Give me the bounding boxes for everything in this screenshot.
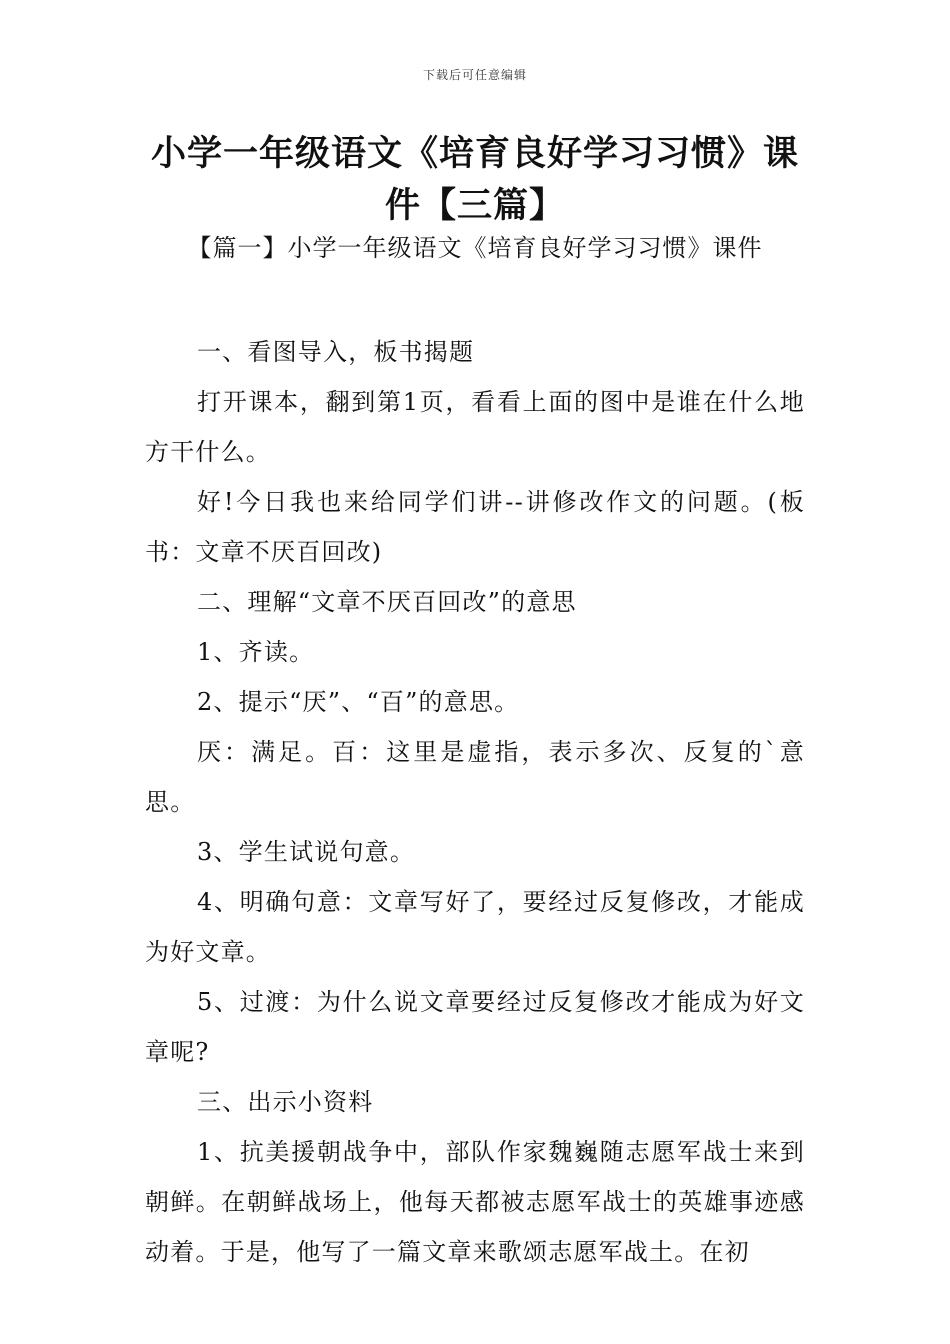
- page-header-note: 下载后可任意编辑: [422, 68, 527, 82]
- paragraph-5: 1、齐读。: [197, 638, 315, 666]
- paragraph-6: 2、提示“厌”、“百”的意思。: [197, 688, 520, 716]
- paragraph-9: 4、明确句意：文章写好了，要经过反复修改，才能成为好文章。: [145, 888, 805, 966]
- paragraph-4: 二、理解“文章不厌百回改”的意思: [197, 588, 577, 616]
- paragraph-1: 一、看图导入，板书揭题: [197, 338, 475, 366]
- paragraph-10: 5、过渡：为什么说文章要经过反复修改才能成为好文章呢?: [145, 988, 805, 1066]
- paragraph-8: 3、学生试说句意。: [197, 838, 416, 866]
- paragraph-12: 1、抗美援朝战争中，部队作家魏巍随志愿军战士来到朝鲜。在朝鲜战场上，他每天都被志愿军战士的英雄事迹感动着。于是，他写了一篇文章来歌颂志愿军战土。在初: [145, 1138, 805, 1266]
- paragraph-11: 三、出示小资料: [197, 1088, 374, 1116]
- paragraph-7: 厌：满足。百：这里是虚指，表示多次、反复的`意思。: [145, 738, 805, 816]
- section-heading: 【篇一】小学一年级语文《培育良好学习习惯》课件: [187, 234, 763, 262]
- paragraph-2: 打开课本，翻到第1页，看看上面的图中是谁在什么地方干什么。: [145, 388, 805, 466]
- paragraph-3: 好!今日我也来给同学们讲--讲修改作文的问题。(板书：文章不厌百回改): [145, 488, 805, 566]
- document-body: [145, 327, 805, 1277]
- document-title: 小学一年级语文《培育良好学习习惯》课件【三篇】: [150, 134, 799, 226]
